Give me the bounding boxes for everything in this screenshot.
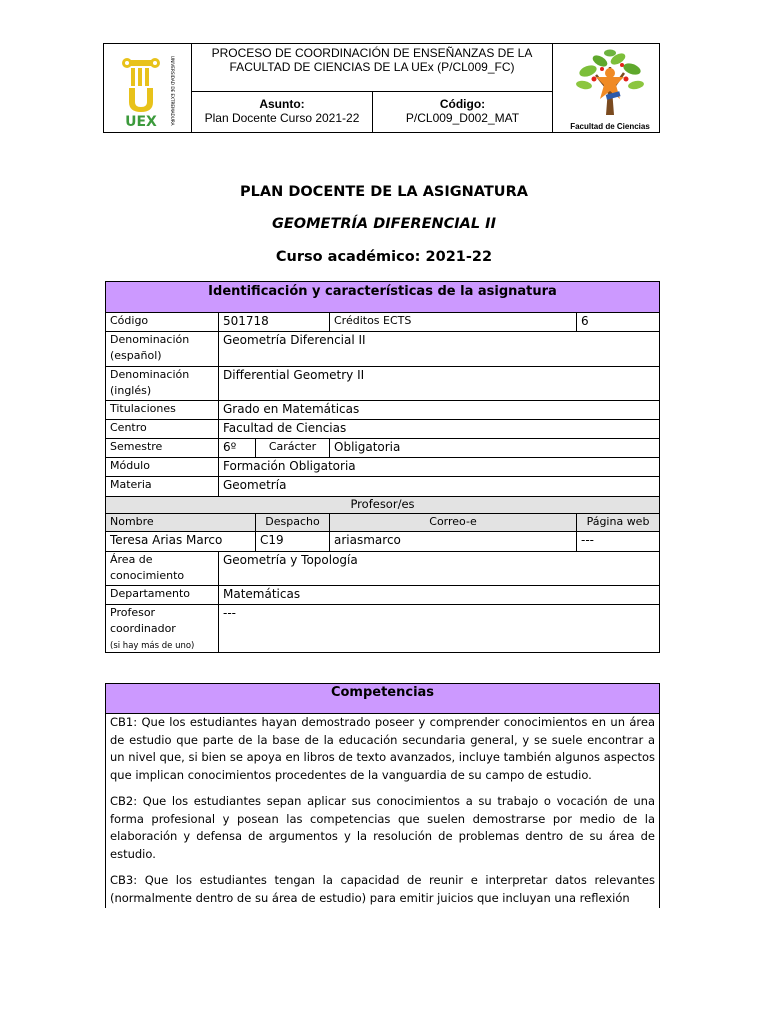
creditos-label: Créditos ECTS <box>329 312 577 332</box>
competencia-cb1: CB1: Que los estudiantes hayan demostrado poseer y comprender conocimientos en un área de estudio que parte de la base de la educación secundaria general, y se suele encontrar a un nivel que, si bien se apoya en libros de texto avanzados, incluye también algunos aspectos que implican conocimientos procedentes de la vanguardia de su campo de estudio. <box>110 715 655 782</box>
modulo-value: Formación Obligatoria <box>218 457 660 477</box>
svg-text:UNIVERSIDAD DE EXTREMADURA: UNIVERSIDAD DE EXTREMADURA <box>170 56 175 126</box>
titulaciones-label: Titulaciones <box>105 400 219 420</box>
semestre-value: 6º <box>218 438 256 458</box>
codigo-block <box>373 97 552 125</box>
semestre-label: Semestre <box>105 438 219 458</box>
facultad-ciencias-logo <box>566 49 654 131</box>
competencia-cb2: CB2: Que los estudiantes sepan aplicar sus conocimientos a su trabajo o vocación de una forma profesional y posean las competencias que suelen demostrarse por medio de la elaboración y defensa de argumentos y la resolución de problemas dentro de su área de estudio. <box>110 794 655 861</box>
coordinador-label-cell <box>105 604 219 653</box>
col-despacho: Despacho <box>255 513 330 532</box>
competencias-heading: Competencias <box>105 683 660 714</box>
prof-despacho: C19 <box>255 531 330 552</box>
denom-es-label: Denominación (español) <box>105 331 219 367</box>
col-nombre: Nombre <box>105 513 256 532</box>
caracter-label: Carácter <box>255 438 330 458</box>
uex-logo <box>119 52 179 128</box>
materia-label: Materia <box>105 476 219 497</box>
asunto-label: Asunto: <box>259 97 305 111</box>
creditos-value: 6 <box>576 312 660 332</box>
document-header <box>103 43 660 133</box>
titulaciones-value: Grado en Matemáticas <box>218 400 660 420</box>
course-title: Curso académico: 2021-22 <box>275 249 493 265</box>
centro-label: Centro <box>105 419 219 439</box>
area-label: Área de conocimiento <box>105 551 219 586</box>
denom-en-label: Denominación (inglés) <box>105 366 219 401</box>
denom-es-value: Geometría Diferencial II <box>218 331 660 367</box>
coordinador-label: Profesor coordinador <box>110 606 176 635</box>
subject-title: GEOMETRÍA DIFERENCIAL II <box>272 216 496 232</box>
codigo-value: 501718 <box>218 312 330 332</box>
col-correo: Correo-e <box>329 513 577 532</box>
denom-en-value: Differential Geometry II <box>218 366 660 401</box>
prof-web: --- <box>576 531 660 552</box>
coordinador-value: --- <box>218 604 660 653</box>
facultad-caption: Facultad de Ciencias <box>570 122 650 131</box>
svg-text:UEX: UEX <box>125 114 157 128</box>
coordinador-note: (si hay más de uno) <box>110 641 195 651</box>
codigo-value: P/CL009_D002_MAT <box>405 111 520 125</box>
page-bottom-margin <box>105 908 660 1024</box>
codigo-label: Código <box>105 312 219 332</box>
asunto-block <box>192 97 372 125</box>
prof-correo: ariasmarco <box>329 531 577 552</box>
profesores-heading: Profesor/es <box>105 496 660 514</box>
centro-value: Facultad de Ciencias <box>218 419 660 439</box>
departamento-value: Matemáticas <box>218 585 660 605</box>
codigo-label: Código: <box>439 97 486 111</box>
asunto-value: Plan Docente Curso 2021-22 <box>204 111 360 125</box>
doc-title: PLAN DOCENTE DE LA ASIGNATURA <box>240 184 528 200</box>
caracter-value: Obligatoria <box>329 438 660 458</box>
process-title: PROCESO DE COORDINACIÓN DE ENSEÑANZAS DE LA FACULTAD DE CIENCIAS DE LA UEx (P/CL009_FC) <box>211 46 533 74</box>
ident-heading: Identificación y características de la asignatura <box>105 281 660 313</box>
header-divider <box>552 44 553 132</box>
col-web: Página web <box>576 513 660 532</box>
competencia-cb3: CB3: Que los estudiantes tengan la capacidad de reunir e interpretar datos relevantes (normalmente dentro de su área de estudio) para emitir juicios que incluyan una reflexión <box>110 873 655 905</box>
header-divider <box>191 91 552 92</box>
modulo-label: Módulo <box>105 457 219 477</box>
materia-value: Geometría <box>218 476 660 497</box>
area-value: Geometría y Topología <box>218 551 660 586</box>
departamento-label: Departamento <box>105 585 219 605</box>
prof-nombre: Teresa Arias Marco <box>105 531 256 552</box>
